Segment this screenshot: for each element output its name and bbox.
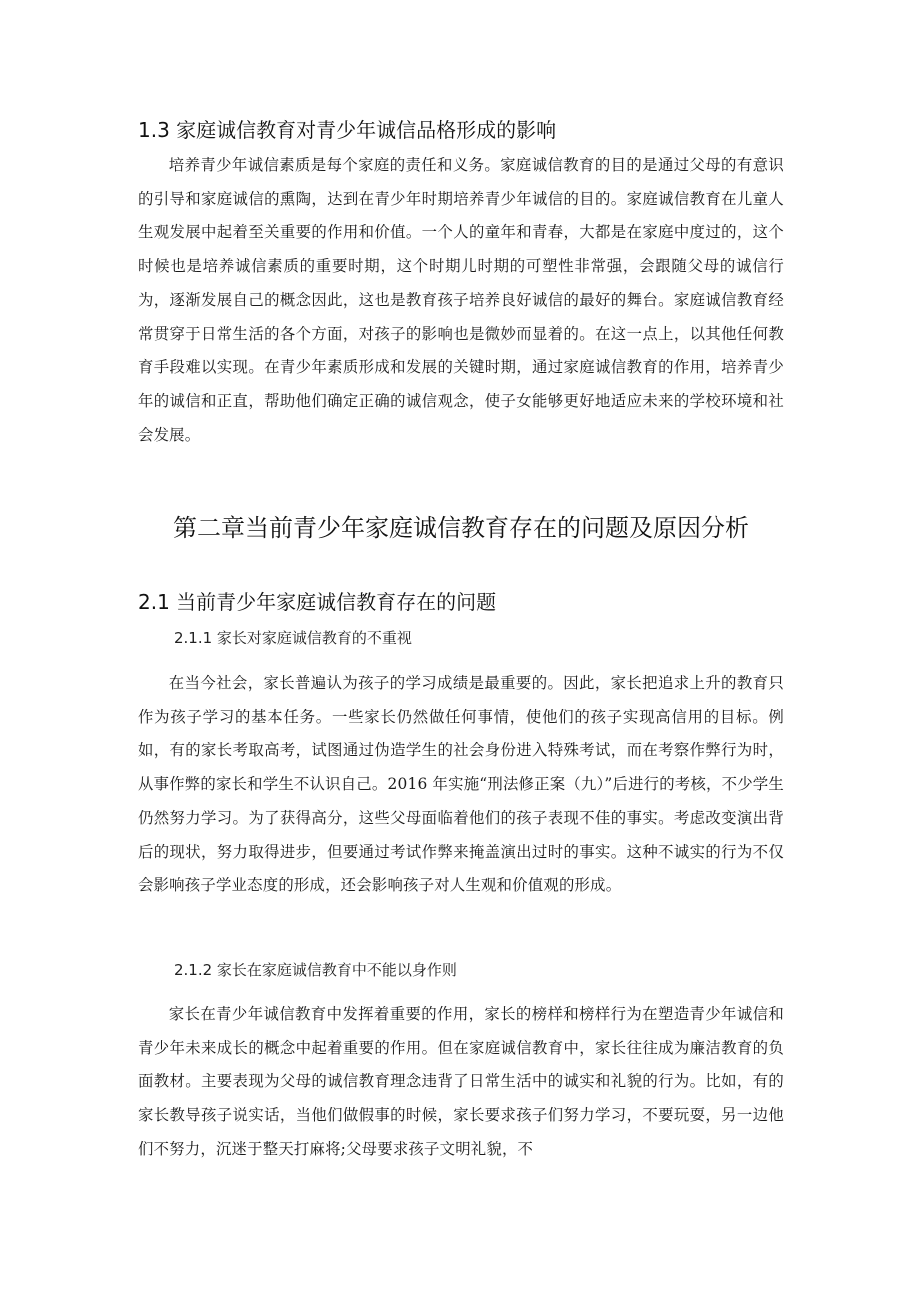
section-2-1-1-paragraph: 在当今社会，家长普遍认为孩子的学习成绩是最重要的。因此，家长把追求上升的教育只作为孩子学习的基本任务。一些家长仍然做任何事情，使他们的孩子实现高信用的目标。例如，有的家长考取高考，试图通过伪造学生的社会身份进入特殊考试，而在考察作弊行为时，从事作弊的家长和学生不认识自己。2016 年实施“刑法修正案（九）”后进行的考核，不少学生仍然努力学习。为了获得高分，这些父母面临着他们的孩子表现不佳的事实。考虑改变演出背后的现状，努力取得进步，但要通过考试作弊来掩盖演出过时的事实。这种不诚实的行为不仅会影响孩子学业态度的形成，还会影响孩子对人生观和价值观的形成。 bbox=[138, 674, 784, 895]
chapter-2-title: 第二章当前青少年家庭诚信教育存在的问题及原因分析 bbox=[173, 514, 749, 542]
section-2-1-1-heading: 2.1.1 家长对家庭诚信教育的不重视 bbox=[174, 629, 412, 647]
section-2-1-2-heading: 2.1.2 家长在家庭诚信教育中不能以身作则 bbox=[174, 961, 457, 979]
section-1-3-paragraph: 培养青少年诚信素质是每个家庭的责任和义务。家庭诚信教育的目的是通过父母的有意识的引导和家庭诚信的熏陶，达到在青少年时期培养青少年诚信的目的。家庭诚信教育在儿童人生观发展中起着至关重要的作用和价值。一个人的童年和青春，大都是在家庭中度过的，这个时候也是培养诚信素质的重要时期，这个时期儿时期的可塑性非常强，会跟随父母的诚信行为，逐渐发展自己的概念因此，这也是教育孩子培养良好诚信的最好的舞台。家庭诚信教育经常贯穿于日常生活的各个方面，对孩子的影响也是微妙而显着的。在这一点上，以其他任何教育手段难以实现。在青少年素质形成和发展的关键时期，通过家庭诚信教育的作用，培养青少年的诚信和正直，帮助他们确定正确的诚信观念，使子女能够更好地适应未来的学校环境和社会发展。 bbox=[138, 156, 784, 444]
section-2-1-2-paragraph: 家长在青少年诚信教育中发挥着重要的作用，家长的榜样和榜样行为在塑造青少年诚信和青少年未来成长的概念中起着重要的作用。但在家庭诚信教育中，家长往往成为廉洁教育的负面教材。主要表现为父母的诚信教育理念违背了日常生活中的诚实和礼貌的行为。比如，有的家长教导孩子说实话，当他们做假事的时候，家长要求孩子们努力学习，不要玩耍，另一边他们不努力，沉迷于整天打麻将;父母要求孩子文明礼貌，不 bbox=[138, 1005, 784, 1158]
section-2-1-heading: 2.1 当前青少年家庭诚信教育存在的问题 bbox=[138, 590, 497, 614]
section-1-3-heading: 1.3 家庭诚信教育对青少年诚信品格形成的影响 bbox=[138, 118, 557, 142]
